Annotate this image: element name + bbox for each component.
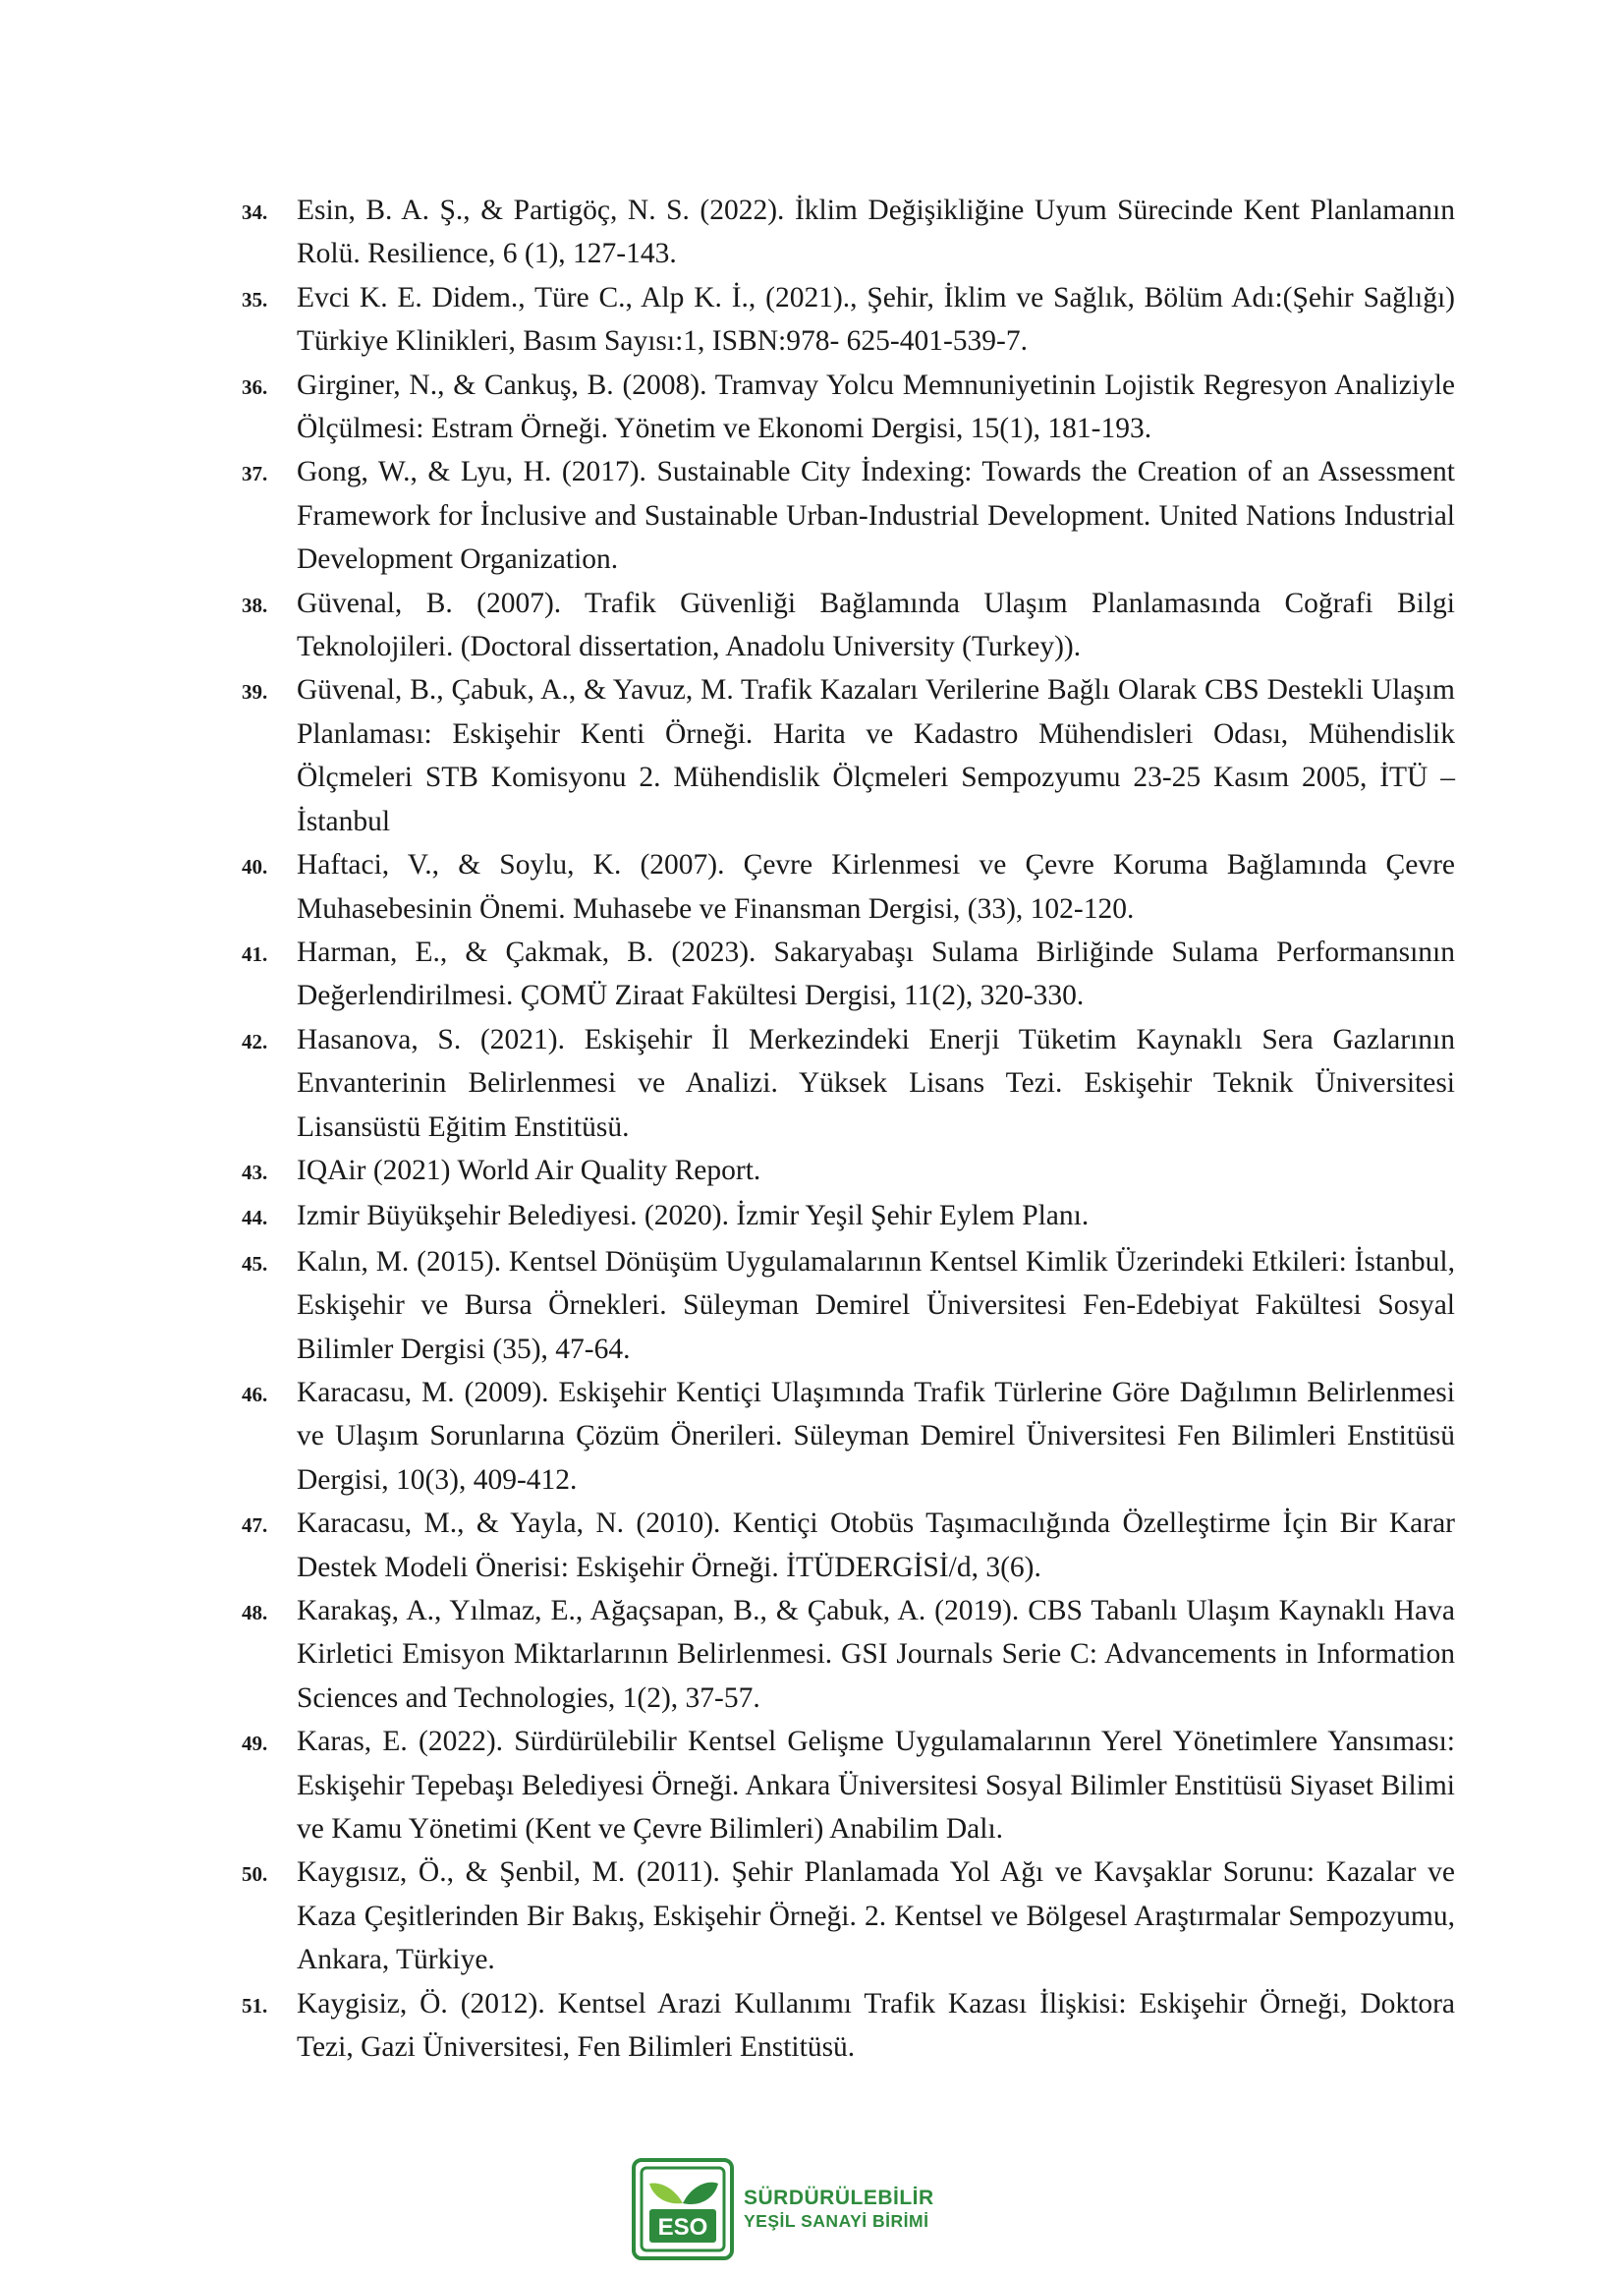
reference-number: 38. — [242, 593, 268, 617]
reference-number: 41. — [242, 941, 268, 966]
reference-number: 37. — [242, 462, 268, 486]
reference-number: 49. — [242, 1732, 268, 1756]
reference-text: Haftaci, V., & Soylu, K. (2007). Çevre Kirlenmesi ve Çevre Koruma Bağlamında Çevre Muhasebesinin Önemi. Muhasebe ve Finansman Dergisi, (33), 102-120. — [297, 849, 1455, 925]
reference-text: Kaygisiz, Ö. (2012). Kentsel Arazi Kullanımı Trafik Kazası İlişkisi: Eskişehir Örneği, Doktora Tezi, Gazi Üniversitesi, Fen Bilimleri Enstitüsü. — [297, 1987, 1455, 2064]
reference-item — [242, 1018, 1455, 1149]
reference-number: 39. — [242, 680, 268, 705]
reference-item — [242, 1502, 1455, 1589]
reference-number: 40. — [242, 855, 268, 880]
reference-item — [242, 931, 1455, 1018]
reference-text: Izmir Büyükşehir Belediyesi. (2020). İzmir Yeşil Şehir Eylem Planı. — [297, 1200, 1090, 1232]
reference-item — [242, 1589, 1455, 1720]
reference-item — [242, 1371, 1455, 1502]
logo-mark-text: ESO — [657, 2213, 708, 2241]
reference-number: 51. — [242, 1993, 268, 2018]
reference-number: 36. — [242, 374, 268, 399]
reference-number: 43. — [242, 1160, 268, 1184]
reference-text: Evci K. E. Didem., Türe C., Alp K. İ., (2021)., Şehir, İklim ve Sağlık, Bölüm Adı:(Şehir Sağlığı) Türkiye Klinikleri, Basım Sayısı:1, ISBN:978- 625-401-539-7. — [297, 281, 1455, 358]
reference-item — [242, 582, 1455, 669]
logo-text — [744, 2187, 934, 2230]
reference-text: Girginer, N., & Cankuş, B. (2008). Tramvay Yolcu Memnuniyetinin Lojistik Regresyon Analiziyle Ölçülmesi: Estram Örneği. Yönetim ve Ekonomi Dergisi, 15(1), 181-193. — [297, 369, 1455, 445]
reference-text: Karakaş, A., Yılmaz, E., Ağaçsapan, B., & Çabuk, A. (2019). CBS Tabanlı Ulaşım Kaynaklı Hava Kirletici Emisyon Miktarlarının Belirlenmesi. GSI Journals Serie C: Advancements in Information Sciences and Technologies, 1(2), 37-57. — [297, 1595, 1455, 1714]
reference-number: 47. — [242, 1513, 268, 1538]
reference-item — [242, 1240, 1455, 1371]
reference-text: Esin, B. A. Ş., & Partigöç, N. S. (2022). İklim Değişikliğine Uyum Sürecinde Kent Planlamanın Rolü. Resilience, 6 (1), 127-143. — [297, 195, 1455, 270]
reference-item — [242, 1982, 1455, 2070]
reference-number: 44. — [242, 1206, 268, 1230]
reference-number: 46. — [242, 1382, 268, 1406]
reference-item — [242, 1149, 1455, 1194]
reference-text: Karas, E. (2022). Sürdürülebilir Kentsel Gelişme Uygulamalarının Yerel Yönetimlere Yansıması: Eskişehir Tepebaşı Belediyesi Örneği. Ankara Üniversitesi Sosyal Bilimler Enstitüsü Siyaset Bilimi ve Kamu Yönetimi (Kent ve Çevre Bilimleri) Anabilim Dalı. — [297, 1726, 1455, 1846]
reference-text: Karacasu, M. (2009). Eskişehir Kentiçi Ulaşımında Trafik Türlerine Göre Dağılımın Belirlenmesi ve Ulaşım Sorunlarına Çözüm Önerileri. Süleyman Demirel Üniversitesi Fen Bilimleri Enstitüsü Dergisi, 10(3), 409-412. — [297, 1376, 1455, 1496]
reference-item — [242, 1850, 1455, 1981]
reference-item — [242, 450, 1455, 581]
reference-text: IQAir (2021) World Air Quality Report. — [297, 1154, 761, 1186]
reference-text: Kalın, M. (2015). Kentsel Dönüşüm Uygulamalarının Kentsel Kimlik Üzerindeki Etkileri: İstanbul, Eskişehir ve Bursa Örnekleri. Süleyman Demirel Üniversitesi Fen-Edebiyat Fakültesi Sosyal Bilimler Dergisi (35), 47-64. — [297, 1245, 1455, 1365]
eso-logo — [632, 2157, 966, 2260]
reference-text: Hasanova, S. (2021). Eskişehir İl Merkezindeki Enerji Tüketim Kaynaklı Sera Gazlarının Envanterinin Belirlenmesi ve Analizi. Yüksek Lisans Tezi. Eskişehir Teknik Üniversitesi Lisansüstü Eğitim Enstitüsü. — [297, 1023, 1455, 1143]
reference-text: Gong, W., & Lyu, H. (2017). Sustainable City İndexing: Towards the Creation of an Assessment Framework for İnclusive and Sustainable Urban-Industrial Development. United Nations Industrial Development Organization. — [297, 456, 1455, 576]
eso-leaf-icon — [632, 2158, 734, 2260]
reference-item — [242, 1194, 1455, 1239]
reference-number: 42. — [242, 1029, 268, 1053]
reference-text: Güvenal, B., Çabuk, A., & Yavuz, M. Trafik Kazaları Verilerine Bağlı Olarak CBS Destekli Ulaşım Planlaması: Eskişehir Kenti Örneği. Harita ve Kadastro Mühendisleri Odası, Mühendislik Ölçmeleri STB Komisyonu 2. Mühendislik Ölçmeleri Sempozyumu 23-25 Kasım 2005, İTÜ – İstanbul — [297, 674, 1455, 837]
reference-number: 34. — [242, 200, 268, 224]
reference-text: Karacasu, M., & Yayla, N. (2010). Kentiçi Otobüs Taşımacılığında Özelleştirme İçin Bir Karar Destek Modeli Önerisi: Eskişehir Örneği. İTÜDERGİSİ/d, 3(6). — [297, 1508, 1455, 1583]
logo-line1: SÜRDÜRÜLEBİLİR — [744, 2187, 934, 2210]
reference-number: 35. — [242, 287, 268, 312]
reference-text: Harman, E., & Çakmak, B. (2023). Sakaryabaşı Sulama Birliğinde Sulama Performansının Değerlendirilmesi. ÇOMÜ Ziraat Fakültesi Dergisi, 11(2), 320-330. — [297, 936, 1455, 1012]
reference-number: 45. — [242, 1251, 268, 1276]
reference-list — [242, 189, 1455, 2069]
logo-line2: YEŞİL SANAYİ BİRİMİ — [744, 2210, 929, 2231]
reference-item — [242, 189, 1455, 276]
reference-text: Güvenal, B. (2007). Trafik Güvenliği Bağlamında Ulaşım Planlamasında Coğrafi Bilgi Teknolojileri. (Doctoral dissertation, Anadolu University (Turkey)). — [297, 587, 1455, 663]
reference-item — [242, 668, 1455, 843]
reference-number: 50. — [242, 1862, 268, 1887]
reference-item — [242, 276, 1455, 364]
reference-text: Kaygısız, Ö., & Şenbil, M. (2011). Şehir Planlamada Yol Ağı ve Kavşaklar Sorunu: Kazalar ve Kaza Çeşitlerinden Bir Bakış, Eskişehir Örneği. 2. Kentsel ve Bölgesel Araştırmalar Sempozyumu, Ankara, Türkiye. — [297, 1856, 1455, 1976]
reference-item — [242, 843, 1455, 931]
reference-number: 48. — [242, 1601, 268, 1624]
reference-item — [242, 1720, 1455, 1850]
reference-item — [242, 364, 1455, 451]
